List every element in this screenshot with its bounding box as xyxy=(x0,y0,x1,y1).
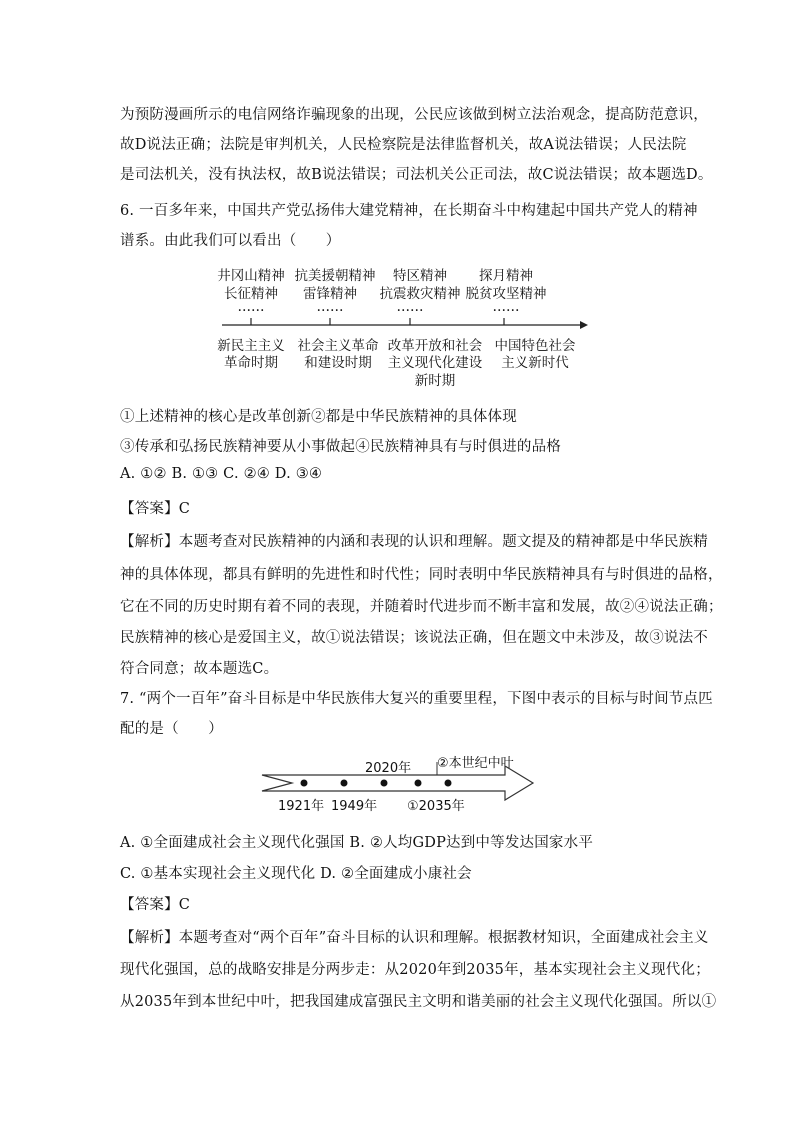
period-4-era-1: 中国特色社会 xyxy=(494,338,576,354)
q6-answer: 【答案】C xyxy=(120,501,191,517)
period-1-era-1: 新民主主义 xyxy=(217,338,285,354)
q7-analysis-line-3: 从2035年到本世纪中叶，把我国建成富强民主文明和谐美丽的社会主义现代化强国。所以① xyxy=(120,994,717,1010)
q6-analysis-line-4: 民族精神的核心是爱国主义，故①说法错误；该说法正确，但在题文中未涉及，故③说法不 xyxy=(120,630,708,646)
period-2-spirit-1: 抗美援朝精神 xyxy=(294,268,376,284)
period-3-spirit-2: 抗震救灾精神 xyxy=(379,286,461,302)
q7-options-line-2: C. ①基本实现社会主义现代化 D. ②全面建成小康社会 xyxy=(120,866,472,882)
intro-line-1: 为预防漫画所示的电信网络诈骗现象的出现，公民应该做到树立法治观念，提高防范意识， xyxy=(120,107,708,123)
q6-analysis-line-2: 神的具体体现，都具有鲜明的先进性和时代性；同时表明中华民族精神具有与时俱进的品格， xyxy=(120,567,723,583)
dot-1921 xyxy=(301,780,308,787)
period-4-era-2: 主义新时代 xyxy=(501,355,569,371)
q6-statement-line-1: ①上述精神的核心是改革创新②都是中华民族精神的具体体现 xyxy=(120,409,517,425)
label-1949: 1949年 xyxy=(331,799,378,814)
period-1-ellipsis: …… xyxy=(237,299,265,315)
q6-analysis-line-1: 【解析】本题考查对民族精神的内涵和表现的认识和理解。题文提及的精神都是中华民族精 xyxy=(120,534,708,550)
q6-options: A. ①② B. ①③ C. ②④ D. ③④ xyxy=(120,466,323,482)
period-2-ellipsis: …… xyxy=(316,299,344,315)
period-2-era-1: 社会主义革命 xyxy=(297,338,379,354)
period-3-era-1: 改革开放和社会 xyxy=(387,338,483,354)
label-2020: 2020年 xyxy=(365,761,412,776)
label-2035: ①2035年 xyxy=(407,799,465,814)
dot-2020 xyxy=(381,780,388,787)
period-3-ellipsis: …… xyxy=(396,299,424,315)
label-mid-century: ②本世纪中叶 xyxy=(437,756,514,771)
dot-2035 xyxy=(415,780,422,787)
period-2-spirit-2: 雷锋精神 xyxy=(303,286,357,302)
dot-mid-century xyxy=(445,780,452,787)
q7-answer: 【答案】C xyxy=(120,897,191,913)
intro-line-3: 是司法机关，没有执法权，故B说法错误；司法机关公正司法，故C说法错误；故本题选D。 xyxy=(120,167,713,183)
q7-analysis-line-1: 【解析】本题考查对“两个百年”奋斗目标的认识和理解。根据教材知识，全面建成社会主义 xyxy=(120,930,709,946)
period-1-era-2: 革命时期 xyxy=(224,355,278,371)
q6-statement-line-2: ③传承和弘扬民族精神要从小事做起④民族精神具有与时俱进的品格 xyxy=(120,439,561,455)
period-3-era-3: 新时期 xyxy=(414,373,456,389)
period-1-spirit-2: 长征精神 xyxy=(224,286,278,302)
period-3-era-2: 主义现代化建设 xyxy=(387,355,483,371)
label-1921: 1921年 xyxy=(278,799,325,814)
q7-stem-line-1: 7. “两个一百年”奋斗目标是中华民族伟大复兴的重要里程，下图中表示的目标与时间节点匹 xyxy=(120,691,713,707)
period-2-era-2: 和建设时期 xyxy=(304,355,372,371)
q6-analysis-line-3: 它在不同的历史时期有着不同的表现，并随着时代进步而不断丰富和发展，故②④说法正确； xyxy=(120,599,723,615)
period-4-spirit-1: 探月精神 xyxy=(479,268,533,284)
q7-options-line-1: A. ①全面建成社会主义现代化强国 B. ②人均GDP达到中等发达国家水平 xyxy=(120,835,594,851)
q7-stem-line-2: 配的是（ ） xyxy=(120,721,223,737)
q6-analysis-line-5: 符合同意；故本题选C。 xyxy=(120,661,279,677)
dot-1949 xyxy=(341,780,348,787)
q6-stem-line-1: 6. 一百多年来，中国共产党弘扬伟大建党精神，在长期奋斗中构建起中国共产党人的精神 xyxy=(120,203,698,219)
intro-line-2: 故D说法正确；法院是审判机关，人民检察院是法律监督机关，故A说法错误；人民法院 xyxy=(120,137,687,153)
period-4-spirit-2: 脱贫攻坚精神 xyxy=(465,286,547,302)
q6-stem-line-2: 谱系。由此我们可以看出（ ） xyxy=(120,233,341,249)
period-3-spirit-1: 特区精神 xyxy=(393,268,447,284)
q7-analysis-line-2: 现代化强国，总的战略安排是分两步走：从2020年到2035年，基本实现社会主义现代化； xyxy=(120,962,710,978)
period-1-spirit-1: 井冈山精神 xyxy=(217,268,285,284)
period-4-ellipsis: …… xyxy=(492,299,520,315)
